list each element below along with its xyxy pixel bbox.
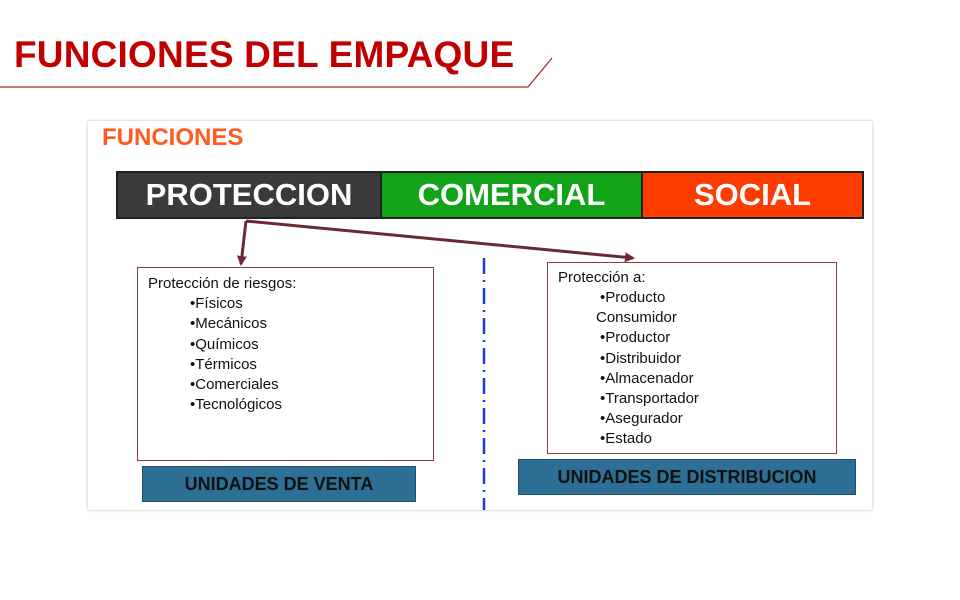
title-underline xyxy=(0,0,960,100)
list-item: •Térmicos xyxy=(190,355,257,373)
list-item: •Asegurador xyxy=(600,410,683,428)
list-item: •Productor xyxy=(600,329,671,347)
sales-units-label: UNIDADES DE VENTA xyxy=(142,466,416,502)
category-proteccion: PROTECCION xyxy=(118,173,382,217)
risk-list xyxy=(148,294,423,416)
page-title: FUNCIONES DEL EMPAQUE xyxy=(14,34,515,75)
protection-to-heading: Protección a: xyxy=(558,269,646,286)
list-item: Consumidor xyxy=(596,309,677,327)
risk-protection-heading: Protección de riesgos: xyxy=(148,275,297,292)
list-item: •Físicos xyxy=(190,295,243,312)
list-item: •Estado xyxy=(600,430,652,448)
list-item: •Mecánicos xyxy=(190,315,267,333)
list-item: •Químicos xyxy=(190,335,259,353)
risk-protection-box xyxy=(137,267,434,461)
arrow-to-left-box xyxy=(241,221,246,264)
protected-parties-list xyxy=(558,288,826,450)
list-item: •Almacenador xyxy=(600,369,694,387)
list-item: •Tecnológicos xyxy=(190,396,282,414)
arrow-to-right-box xyxy=(246,221,633,258)
list-item: •Comerciales xyxy=(190,376,279,394)
list-item: •Producto xyxy=(600,289,666,306)
diagram-heading: FUNCIONES xyxy=(102,124,244,151)
category-social: SOCIAL xyxy=(643,173,862,217)
distribution-units-label: UNIDADES DE DISTRIBUCION xyxy=(518,459,856,495)
list-item: •Distribuidor xyxy=(600,349,682,367)
protection-to-box xyxy=(547,262,837,454)
functions-diagram xyxy=(88,121,872,510)
list-item: •Transportador xyxy=(600,390,699,408)
category-comercial: COMERCIAL xyxy=(382,173,643,217)
